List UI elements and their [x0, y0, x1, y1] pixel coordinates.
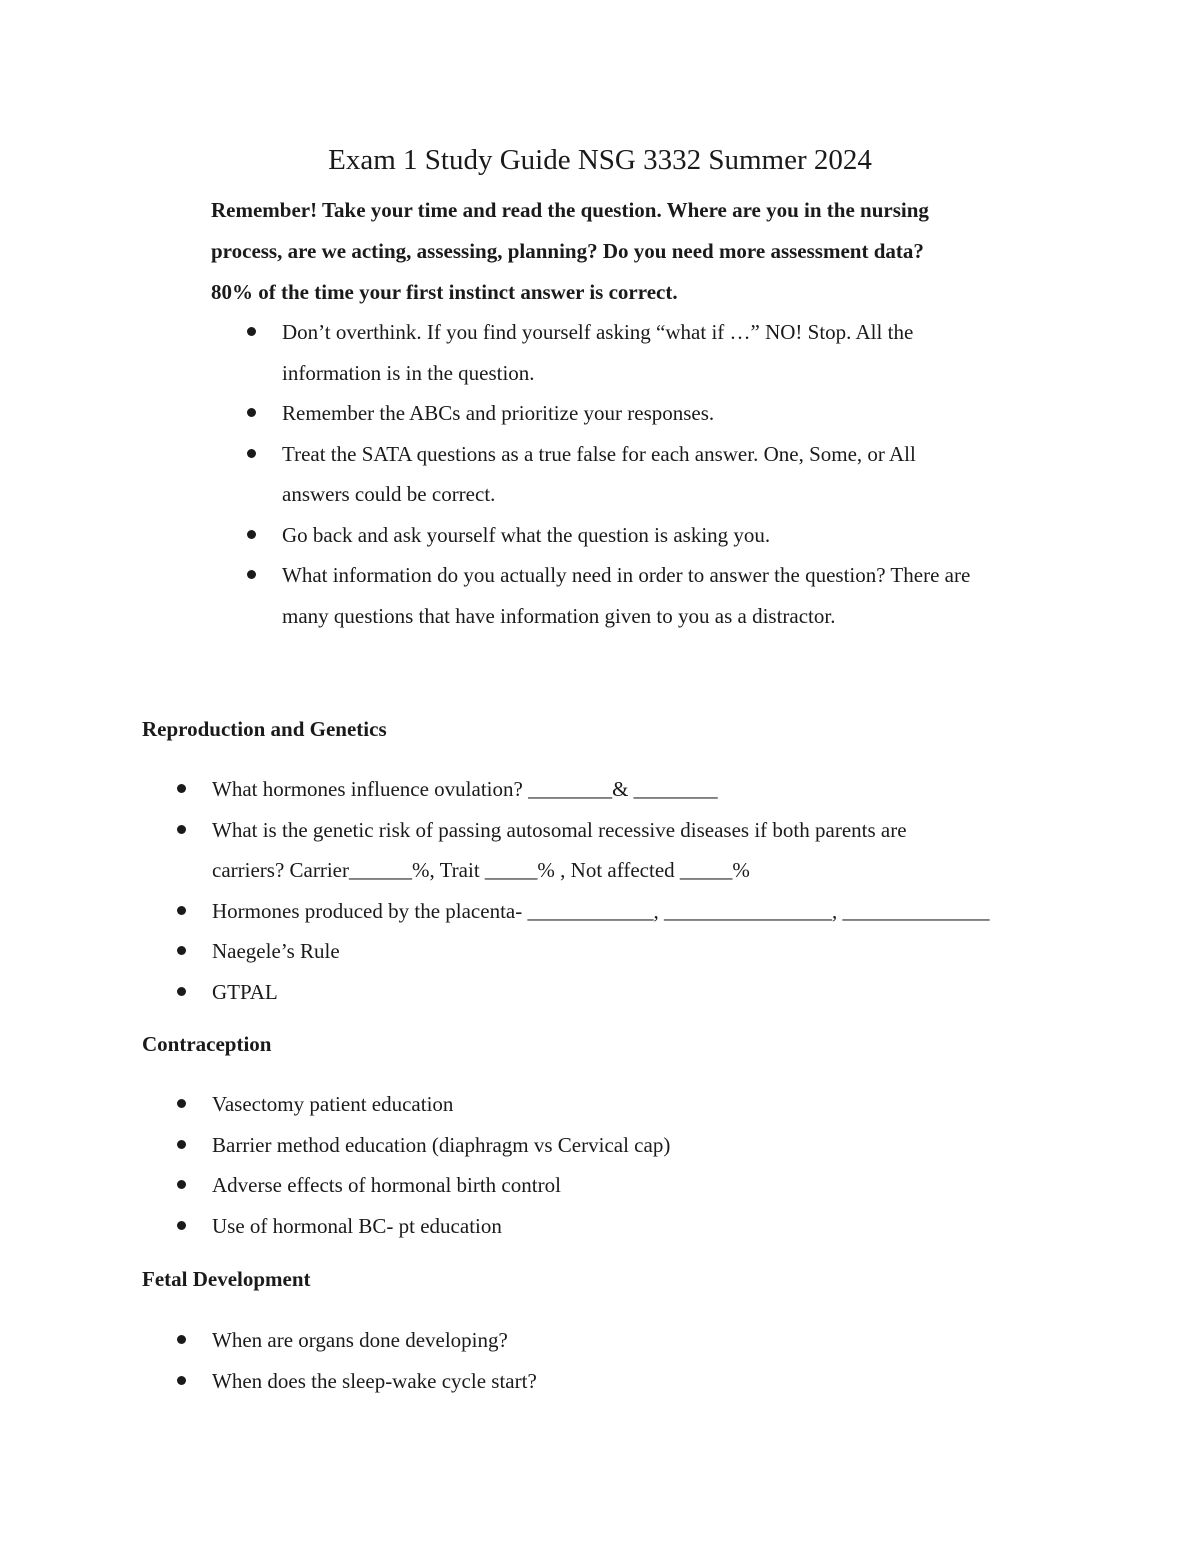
list-item-line: carriers? Carrier______%, Trait _____% , Not affected _____% — [212, 858, 750, 882]
tip-item — [211, 555, 1071, 636]
section-contraception — [142, 1030, 1102, 1246]
page-title: Exam 1 Study Guide NSG 3332 Summer 2024 — [328, 144, 872, 176]
intro-line: process, are we acting, assessing, planning? Do you need more assessment data? — [211, 239, 924, 263]
list-item-line: What is the genetic risk of passing autosomal recessive diseases if both parents are — [212, 817, 907, 842]
tips-list — [211, 312, 1071, 636]
intro-reminder — [211, 190, 1071, 313]
tip-line: many questions that have information given to you as a distractor. — [282, 603, 836, 628]
tip-item — [211, 393, 1071, 434]
list-item-line: Naegele’s Rule — [212, 939, 340, 963]
list-item-line: Hormones produced by the placenta- ____________, ________________, ______________ — [212, 898, 990, 923]
tip-item — [211, 312, 1071, 393]
intro-line: 80% of the time your first instinct answer is correct. — [211, 280, 678, 304]
section-heading: Reproduction and Genetics — [142, 717, 387, 741]
tip-line: Don’t overthink. If you find yourself asking “what if …” NO! Stop. All the — [282, 320, 914, 344]
tip-item — [211, 515, 1071, 556]
section-reproduction-genetics — [142, 715, 1102, 1012]
list-item — [142, 931, 1102, 972]
list-item: Vasectomy patient education — [142, 1084, 1102, 1125]
tip-line: What information do you actually need in order to answer the question? There are — [282, 563, 971, 587]
section-list — [142, 1084, 1102, 1246]
list-item — [142, 972, 1102, 1013]
tip-line: Remember the ABCs and prioritize your responses. — [282, 401, 715, 425]
tip-item — [211, 434, 1071, 515]
intro-line: Remember! Take your time and read the question. Where are you in the nursing — [211, 198, 929, 222]
list-item: When are organs done developing? — [142, 1320, 1102, 1361]
list-item — [142, 810, 1102, 891]
list-item: Adverse effects of hormonal birth control — [142, 1165, 1102, 1206]
section-fetal-development — [142, 1265, 1102, 1401]
list-item-line: What hormones influence ovulation? ________& ________ — [212, 777, 718, 801]
section-list — [142, 1320, 1102, 1401]
section-heading: Fetal Development — [142, 1267, 311, 1291]
list-item: When does the sleep-wake cycle start? — [142, 1361, 1102, 1402]
tip-line: answers could be correct. — [282, 482, 496, 506]
list-item — [142, 891, 1102, 932]
list-item: Barrier method education (diaphragm vs Cervical cap) — [142, 1125, 1102, 1166]
list-item-line: GTPAL — [212, 979, 278, 1004]
tip-line: Go back and ask yourself what the question is asking you. — [282, 522, 771, 547]
tip-line: information is in the question. — [282, 360, 535, 385]
section-heading: Contraception — [142, 1032, 272, 1056]
list-item — [142, 769, 1102, 810]
section-list — [142, 769, 1102, 1012]
list-item: Use of hormonal BC- pt education — [142, 1206, 1102, 1247]
tip-line: Treat the SATA questions as a true false for each answer. One, Some, or All — [282, 441, 916, 466]
